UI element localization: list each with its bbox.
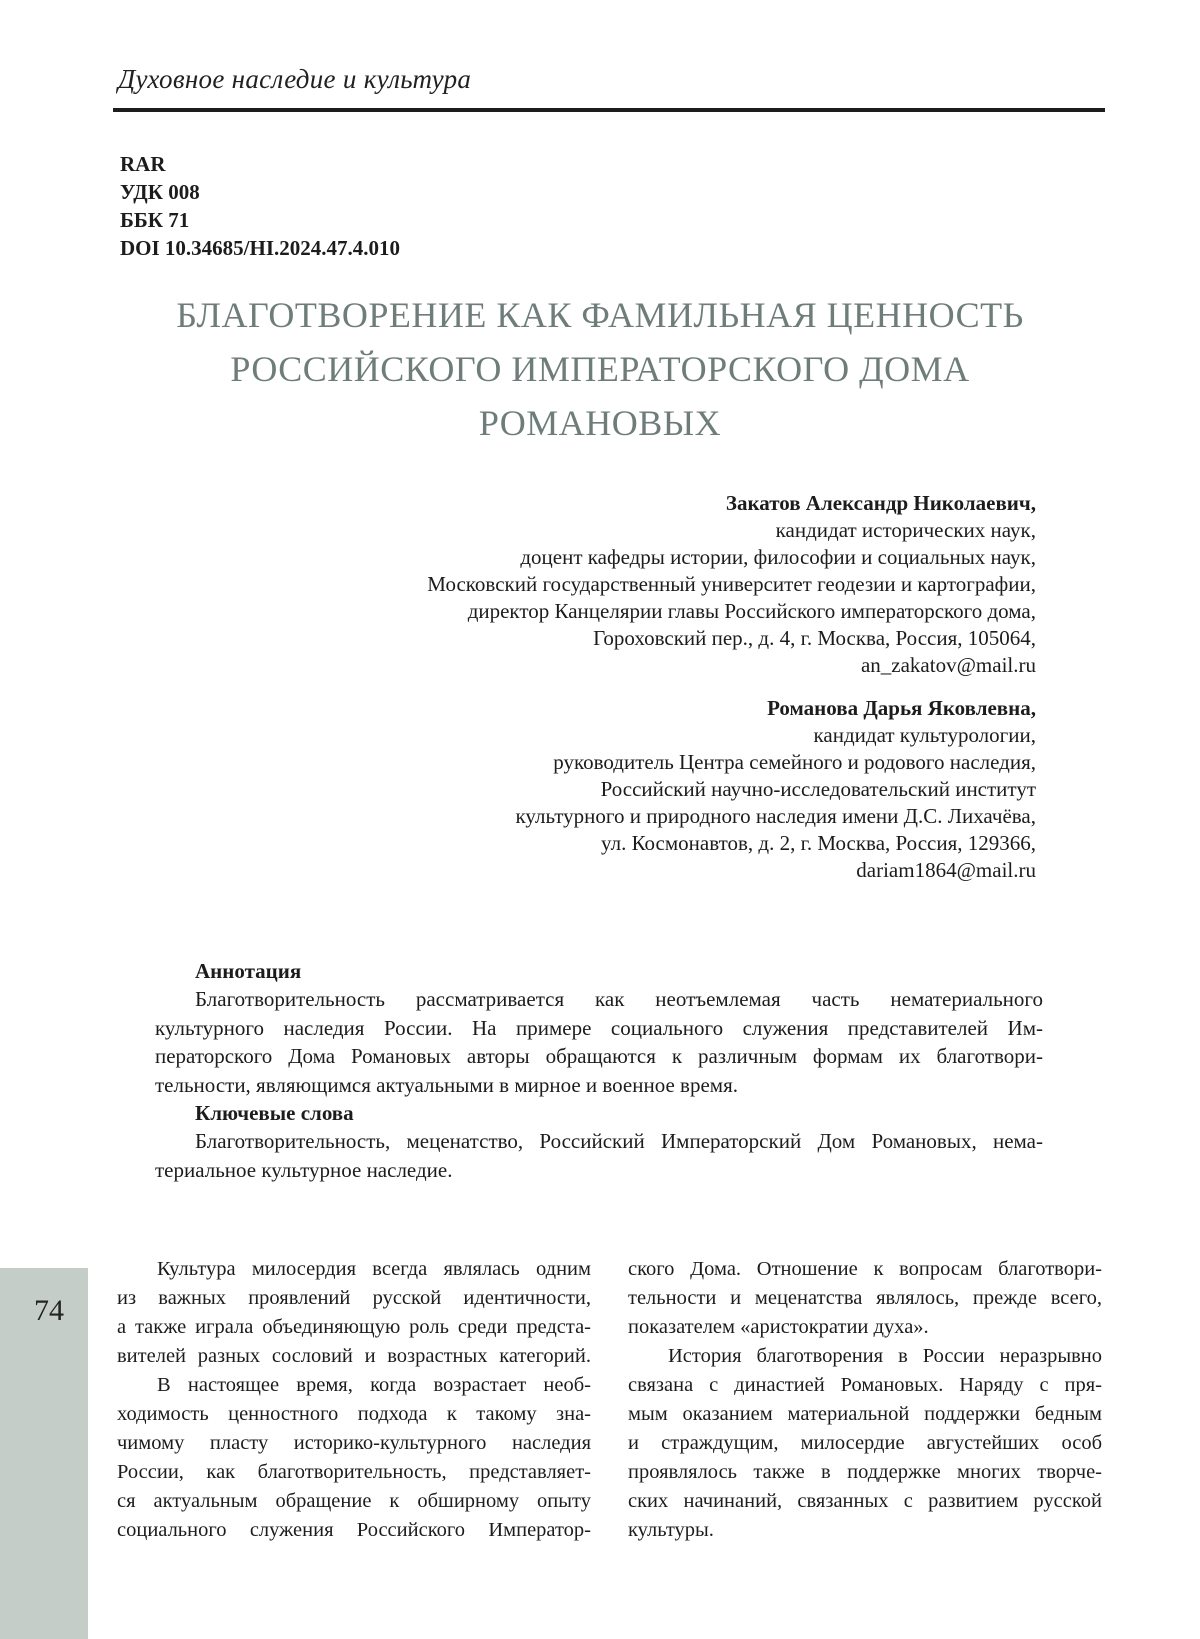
author-block-1	[100, 490, 1036, 679]
author-affiliation-line: Московский государственный университет геодезии и картографии,	[427, 572, 1036, 596]
text-line: В настоящее время, когда возрастает необ-	[157, 1374, 591, 1396]
body-text	[117, 1255, 1103, 1545]
author-block-2	[100, 695, 1036, 884]
abstract-section	[155, 957, 1043, 1184]
text-line: ходимость ценностного подхода к такому зна-	[117, 1403, 591, 1425]
authors-section	[100, 490, 1036, 884]
abstract-text-line: тельности, являющимся актуальными в мирное и военное время.	[155, 1072, 738, 1097]
abstract-text-line: культурного наследия России. На примере социального служения представителей Им-	[155, 1015, 1043, 1040]
article-meta	[120, 150, 400, 262]
author-address-line: Гороховский пер., д. 4, г. Москва, Россия, 105064,	[593, 626, 1036, 650]
text-line: тельности и меценатства являлось, прежде всего,	[628, 1287, 1102, 1309]
page-number-tab	[0, 1268, 88, 1639]
author-affiliation-line: культурного и природного наследия имени Д.С. Лихачёва,	[515, 804, 1036, 828]
text-line: из важных проявлений русской идентичности,	[117, 1287, 591, 1309]
text-line: чимому пласту историко-культурного наследия	[117, 1432, 591, 1454]
text-line: ся актуальным обращение к обширному опыту	[117, 1490, 591, 1512]
body-column-right	[628, 1255, 1102, 1545]
author-email: dariam1864@mail.ru	[856, 858, 1036, 882]
author-position-line: доцент кафедры истории, философии и социальных наук,	[520, 545, 1036, 569]
meta-udc: УДК 008	[120, 180, 200, 204]
title-line: БЛАГОТВОРЕНИЕ КАК ФАМИЛЬНАЯ ЦЕННОСТЬ	[176, 295, 1024, 335]
text-line: вителей разных сословий и возрастных категорий.	[117, 1345, 591, 1367]
title-line: РОМАНОВЫХ	[478, 403, 722, 443]
article-title	[95, 288, 1105, 450]
author-name: Закатов Александр Николаевич,	[725, 491, 1036, 515]
author-position-line: директор Канцелярии главы Российского императорского дома,	[467, 599, 1036, 623]
author-position-line: руководитель Центра семейного и родового наследия,	[553, 750, 1036, 774]
text-line: России, как благотворительность, представляет-	[117, 1461, 591, 1483]
body-column-left	[117, 1255, 591, 1545]
text-line: ского Дома. Отношение к вопросам благотвори-	[628, 1258, 1102, 1280]
keywords-text-line: Благотворительность, меценатство, Российский Императорский Дом Романовых, нема-	[195, 1129, 1043, 1154]
keywords-text-line: териальное культурное наследие.	[155, 1157, 453, 1182]
title-line: РОССИЙСКОГО ИМПЕРАТОРСКОГО ДОМА	[230, 349, 970, 389]
page-number: 74	[34, 1294, 64, 1327]
text-line: проявлялось также в поддержке многих творче-	[628, 1461, 1102, 1483]
author-degree-line: кандидат исторических наук,	[775, 518, 1036, 542]
text-line: социального служения Российского Император-	[117, 1519, 591, 1541]
text-line: связана с династией Романовых. Наряду с пря-	[628, 1374, 1102, 1396]
text-line: и страждущим, милосердие августейших особ	[628, 1432, 1102, 1454]
abstract-text-line: Благотворительность рассматривается как неотъемлемая часть нематериального	[195, 987, 1043, 1012]
header-rule	[113, 108, 1105, 112]
abstract-text-line: ператорского Дома Романовых авторы обращаются к различным формам их благотвори-	[155, 1044, 1043, 1069]
text-line: История благотворения в России неразрывно	[668, 1345, 1102, 1367]
running-head: Духовное наследие и культура	[118, 64, 472, 94]
author-affiliation-line: Российский научно-исследовательский институт	[600, 777, 1036, 801]
text-line: мым оказанием материальной поддержки бедным	[628, 1403, 1102, 1425]
text-line: а также играла объединяющую роль среди предста-	[117, 1316, 591, 1338]
meta-doi: DOI 10.34685/HI.2024.47.4.010	[120, 236, 401, 260]
author-name: Романова Дарья Яковлевна,	[767, 696, 1036, 720]
text-line: Культура милосердия всегда являлась одним	[157, 1258, 591, 1280]
meta-bbk: ББК 71	[120, 208, 190, 232]
text-line: показателем «аристократии духа».	[628, 1316, 929, 1338]
meta-type-code: RAR	[120, 152, 166, 176]
keywords-heading: Ключевые слова	[195, 1101, 354, 1126]
abstract-heading: Аннотация	[195, 959, 302, 983]
author-email: an_zakatov@mail.ru	[860, 653, 1036, 677]
author-degree-line: кандидат культурологии,	[813, 723, 1036, 747]
author-address-line: ул. Космонавтов, д. 2, г. Москва, Россия, 129366,	[601, 831, 1036, 855]
text-line: ских начинаний, связанных с развитием русской	[628, 1490, 1102, 1512]
text-line: культуры.	[628, 1519, 714, 1541]
